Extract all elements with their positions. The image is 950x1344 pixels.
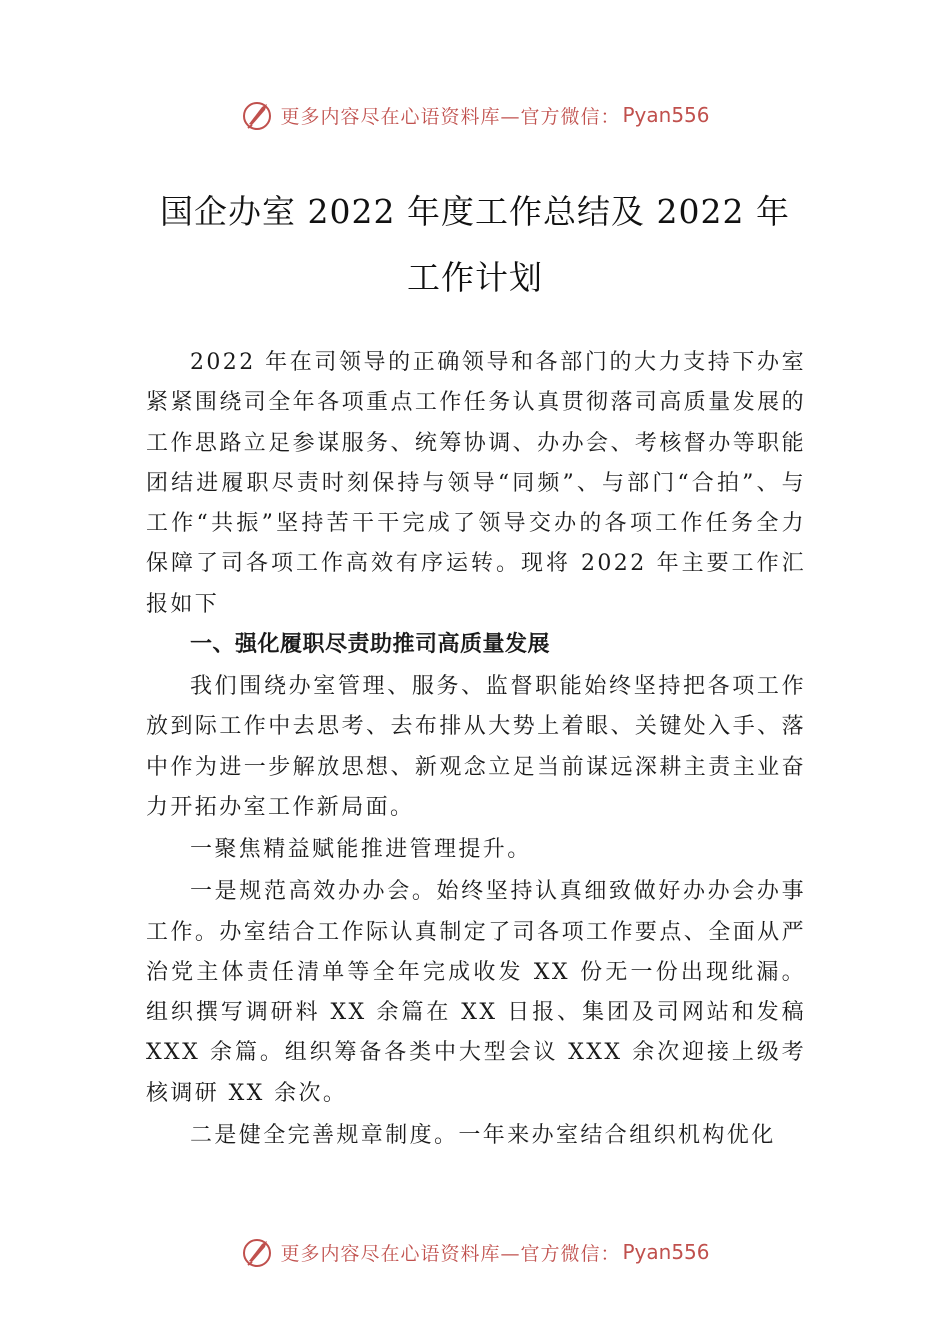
watermark-banner-top bbox=[0, 95, 950, 135]
quill-pen-logo-icon bbox=[240, 1235, 274, 1269]
document-title-line2: 工作计划 bbox=[407, 258, 543, 297]
watermark-text: 更多内容尽在心语资料库—官方微信： bbox=[280, 105, 621, 128]
intro-paragraph: 2022 年在司领导的正确领导和各部门的大力支持下办室紧紧围绕司全年各项重点工作任务认真贯彻落司高质量发展的工作思路立足参谋服务、统筹协调、办办会、考核督办等职能团结进履职尽责时刻保持与领导“同频”、与部门“合拍”、与工作“共振”坚持苦干干完成了领导交办的各项工作任务全力保障了司各项工作高效有序运转。现将 2022 年主要工作汇报如下 bbox=[146, 350, 806, 617]
item-paragraph-1: 一是规范高效办办会。始终坚持认真细致做好办办会办事工作。办室结合工作际认真制定了司各项工作要点、全面从严治党主体责任清单等全年完成收发 XX 份无一份出现纰漏。组织撰写调研料 XX 余篇在 XX 日报、集团及司网站和发稿 XXX 余篇。组织筹备各类中大型会议 XXX 余次迎接上级考核调研 XX 余次。 bbox=[146, 879, 806, 1106]
section-heading: 一、强化履职尽责助推司高质量发展 bbox=[190, 632, 551, 658]
watermark-banner-bottom bbox=[0, 1232, 950, 1272]
document-title-line1: 国企办室 2022 年度工作总结及 2022 年 bbox=[160, 192, 790, 231]
watermark-handle: Pyan556 bbox=[622, 1240, 710, 1264]
item-paragraph-2: 二是健全完善规章制度。一年来办室结合组织机构优化 bbox=[190, 1123, 776, 1149]
subsection-heading: 一聚焦精益赋能推进管理提升。 bbox=[190, 837, 532, 863]
watermark-text: 更多内容尽在心语资料库—官方微信： bbox=[280, 1242, 621, 1265]
watermark-handle: Pyan556 bbox=[622, 103, 710, 127]
quill-pen-logo-icon bbox=[240, 98, 274, 132]
section-paragraph: 我们围绕办室管理、服务、监督职能始终坚持把各项工作放到际工作中去思考、去布排从大势上着眼、关键处入手、落中作为进一步解放思想、新观念立足当前谋远深耕主责主业奋力开拓办室工作新局面。 bbox=[146, 674, 806, 820]
document-body bbox=[146, 343, 806, 1156]
